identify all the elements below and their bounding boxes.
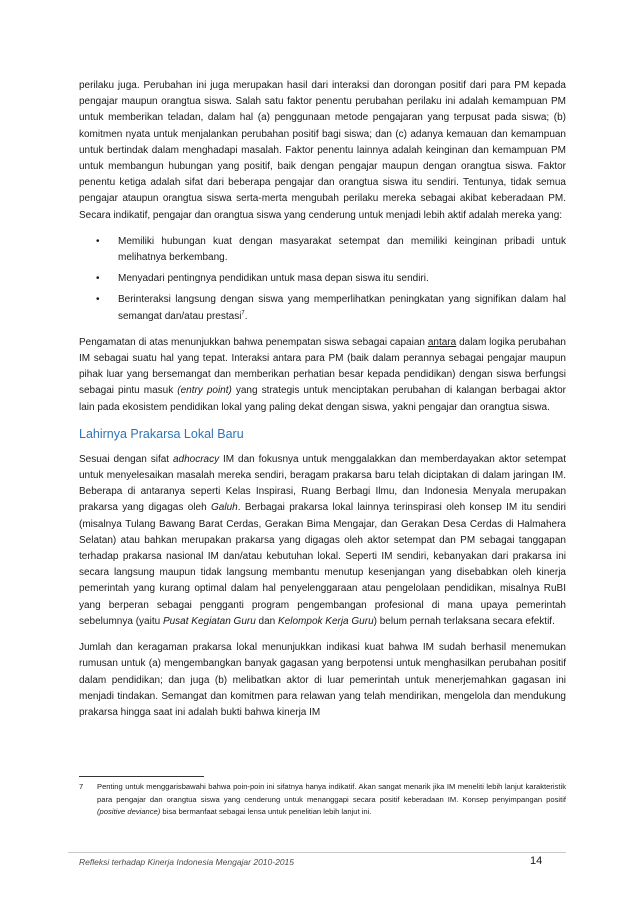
footnote-text: Penting untuk menggarisbawahi bahwa poin-poin ini sifatnya hanya indikatif. Akan sangat menarik jika IM meneliti lebih lanjut karakteristik para pengajar dan orangtua siswa yang cenderung untuk menanggapi secara positif keberadaan IM. Konsep penyimpangan positif (positive deviance) bisa bermanfaat sebagai lensa untuk penelitian lebih lanjut ini. [97, 782, 566, 816]
paragraph-conclusion: Jumlah dan keragaman prakarsa lokal menunjukkan indikasi kuat bahwa IM sudah berhasil menemukan rumusan untuk (a) mengembangkan banyak gagasan yang berpotensi untuk menghasilkan perubahan positif dalam pendidikan; dan juga (b) melibatkan aktor di luar pemerintah untuk menerjemahkan gagasan ini menjadi tindakan. Semangat dan komitmen para relawan yang telah mendirikan, mengelola dan mendukung prakarsa hingga saat ini adalah bukti bahwa kinerja IM [79, 642, 566, 718]
paragraph-intro: perilaku juga. Perubahan ini juga merupakan hasil dari interaksi dan dorongan positif dari para PM kepada pengajar maupun orangtua siswa. Salah satu faktor penentu perubahan perilaku ini adalah kemampuan PM untuk memberikan teladan, dalam hal (a) penggunaan metode pengajaran yang terpusat pada siswa; (b) komitmen nyata untuk menjalankan perubahan positif bagi siswa; dan (c) adanya kemauan dan kemampuan untuk bertindak dalam menghadapi masalah. Faktor penentu lainnya adalah keinginan dan kemampuan PM untuk membangun hubungan yang positif, baik dengan pengajar maupun dengan orangtua siswa. Faktor penentu ketiga adalah sifat dari beberapa pengajar dan orangtua siswa itu sendiri. Tentunya, tidak semua pengajar ataupun orangtua siswa serta-merta mengubah perilaku mereka sebagai akibat keberadaan PM. Secara indikatif, pengajar dan orangtua siswa yang cenderung untuk menjadi lebih aktif adalah mereka yang: [79, 80, 566, 221]
bullet-icon: • [96, 273, 100, 285]
footnote [79, 781, 566, 819]
footnote-reference[interactable]: 7 [241, 310, 245, 317]
footnote-number: 7 [79, 782, 84, 791]
bullet-icon: • [96, 235, 100, 247]
list-item: • Berinteraksi langsung dengan siswa yang memperlihatkan peningkatan yang signifikan dalam hal semangat dan/atau prestasi$^7$. [96, 294, 566, 322]
footnote-divider [79, 776, 204, 777]
bullet-list [79, 234, 566, 325]
main-text [79, 78, 566, 731]
section-heading: Lahirnya Prakarsa Lokal Baru [79, 426, 244, 441]
list-item: • Menyadari pentingnya pendidikan untuk masa depan siswa itu sendiri. [79, 271, 566, 287]
bullet-icon: • [96, 294, 100, 306]
footer-divider [68, 852, 566, 853]
paragraph-initiatives: Sesuai dengan sifat adhocracy IM dan fokusnya untuk menggalakkan dan memberdayakan aktor setempat untuk menyelesaikan masalah mereka sendiri, beragam prakarsa baru telah diciptakan di dalam jaringan IM. Beberapa di antaranya seperti Kelas Inspirasi, Ruang Berbagi Ilmu, dan Indonesia Menyala merupakan prakarsa yang digagas oleh Galuh. Berbagai prakarsa lokal lainnya terinspirasi oleh konsep IM itu sendiri (misalnya Tulang Bawang Barat Cerdas, Gerakan Bima Mengajar, dan Gerakan Desa Cerdas di Halmahera Selatan) atau bahkan merupakan prakarsa yang digagas oleh aktor setempat dan PM sebagai tanggapan terhadap prakarsa nasional IM dan/atau kebutuhan lokal. Seperti IM sendiri, kebanyakan dari prakarsa ini secara langsung maupun tidak langsung membantu menutup kesenjangan yang disebabkan oleh kinerja pemerintah yang kurang optimal dalam hal penyelenggaraan atau pengelolaan pendidikan, misalnya RuBI yang berperan sebagai pengganti program pengembangan profesional di mana upaya pemerintah sebelumnya (yaitu Pusat Kegiatan Guru dan Kelompok Kerja Guru) belum pernah terlaksana secara efektif. [79, 453, 567, 627]
page-number: 14 [530, 855, 543, 867]
list-item: • Memiliki hubungan kuat dengan masyarakat setempat dan memiliki keinginan pribadi untuk melihatnya berkembang. [96, 235, 566, 264]
footer-title: Refleksi terhadap Kinerja Indonesia Mengajar 2010-2015 [79, 857, 295, 867]
paragraph-observation: Pengamatan di atas menunjukkan bahwa penempatan siswa sebagai capaian antara dalam logika perubahan IM sebagai suatu hal yang tepat. Interaksi antara para PM (baik dalam perannya sebagai pengajar maupun pihak luar yang bersemangat dan memberikan perhatian besar kepada pendidikan) dengan siswa berfungsi sebagai pintu masuk (entry point) yang strategis untuk menciptakan perubahan di kalangan berbagai aktor lain pada ekosistem pendidikan lokal yang paling dekat dengan siswa, yakni pengajar dan orangtua siswa. [79, 336, 567, 413]
